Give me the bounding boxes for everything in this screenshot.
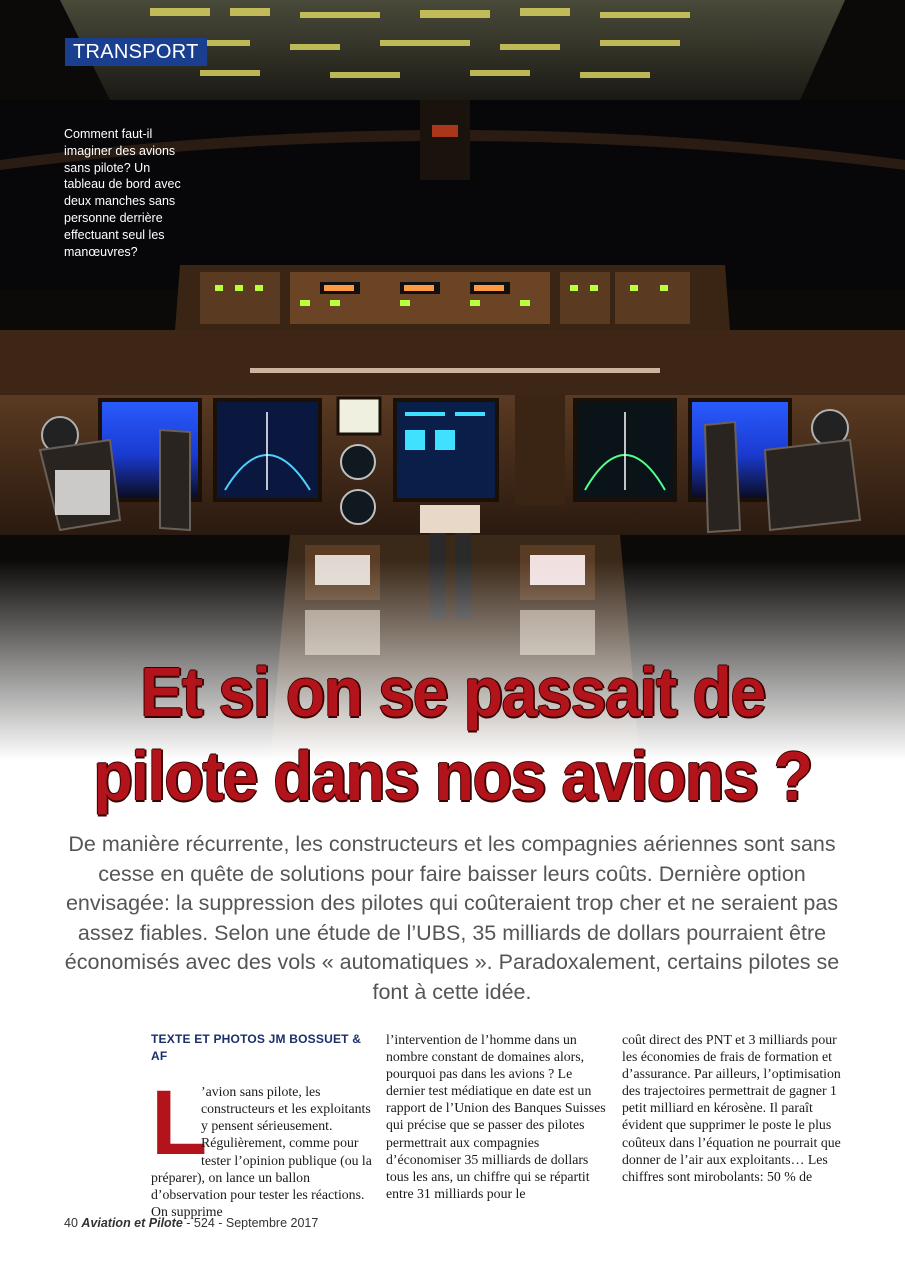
section-tag: TRANSPORT [65, 38, 207, 66]
headline-line-1: Et si on se passait de [140, 653, 765, 731]
headline [36, 650, 869, 818]
magazine-name: Aviation et Pilote [81, 1216, 183, 1230]
photo-caption: Comment faut-il imaginer des avions sans pilote? Un tableau de bord avec deux manches sans personne derrière effectuant seul les manœuvres? [64, 127, 181, 259]
byline: TEXTE ET PHOTOS JM BOSSUET & AF [151, 1032, 362, 1064]
dropcap: L [151, 1072, 208, 1175]
article-column-1 [151, 1031, 373, 1220]
page-number: 40 [64, 1216, 78, 1230]
page-footer [64, 1216, 318, 1230]
issue-info: - 524 - Septembre 2017 [186, 1216, 319, 1230]
article-column-2 [386, 1031, 608, 1202]
headline-line-2: pilote dans nos avions ? [93, 737, 812, 815]
lead-paragraph: De manière récurrente, les constructeurs et les compagnies aériennes sont sans cesse en quête de solutions pour faire baisser leurs coûts. Dernière option envisagée: la suppression des pilotes qui coûteraient trop cher et ne seraient pas assez fiables. Selon une étude de l’UBS, 35 milliards de dollars pourraient être économisés avec des vols « automatiques ». Paradoxalement, certains pilotes se font à cette idée. [64, 832, 840, 1004]
column-1-text [151, 1072, 373, 1220]
column-2-text: l’intervention de l’homme dans un nombre constant de domaines alors, pourquoi pas dans les avions ? Le dernier test médiatique en date est un rapport de l’Union des Banques Suisses qui précise que se passer des pilotes permettrait aux compagnies d’économiser 35 milliards de dollars tous les ans, un chiffre qui se répartit entre 31 milliards pour le [386, 1032, 606, 1201]
column-1-body: ’avion sans pilote, les constructeurs et les exploitants y pensent sérieusement. Régulièrement, comme pour tester l’opinion publique (ou la préparer), on lance un ballon d’observation pour tester les réactions. On supprime [151, 1084, 372, 1219]
column-3-text: coût direct des PNT et 3 milliards pour les économies de frais de formation et d’assurance. Par ailleurs, l’optimisation des trajectoires permettrait de gagner 1 petit milliard en kérosène. Il paraît évident que supprimer le poste le plus coûteux dans l’équation ne pourrait que donner de l’air aux exploitants… Les chiffres sont mirobolants: 50 % de [622, 1032, 841, 1184]
article-column-3 [622, 1031, 844, 1185]
